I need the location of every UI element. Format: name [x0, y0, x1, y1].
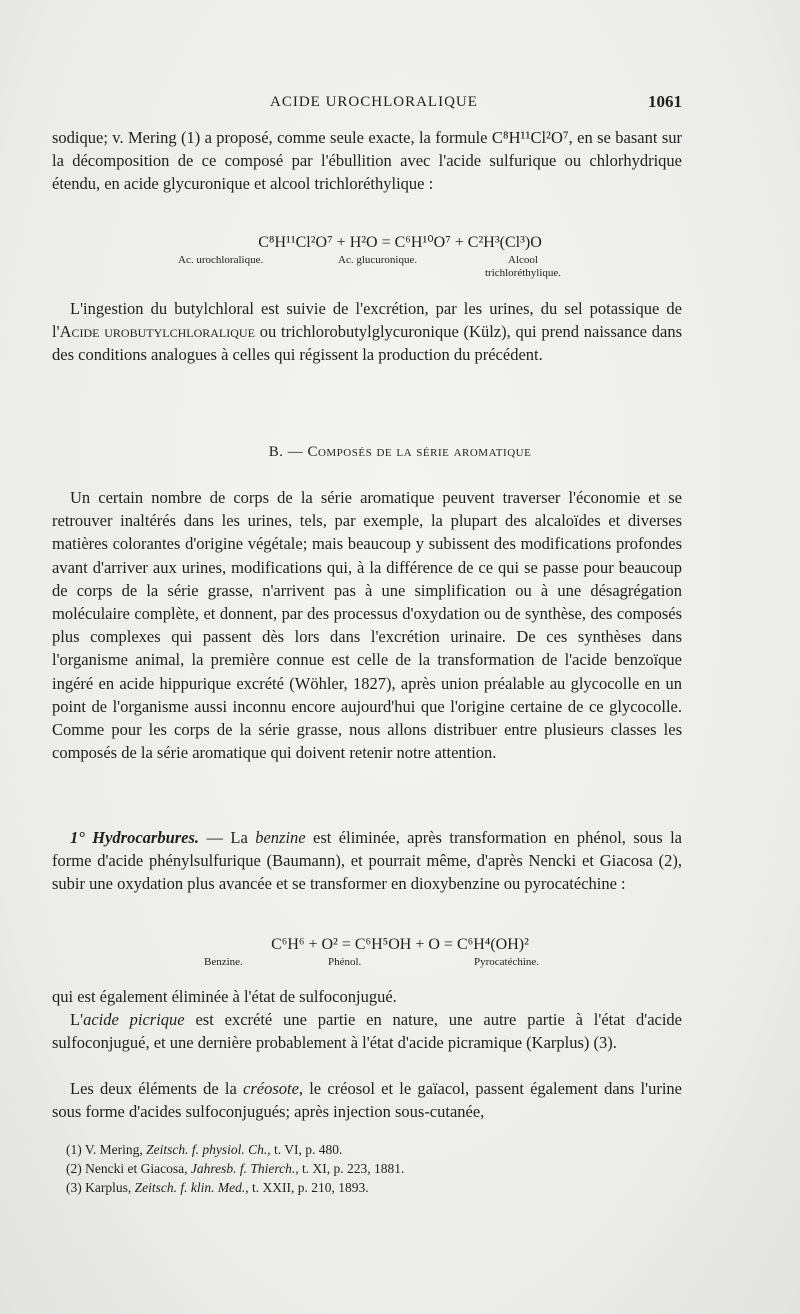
footnote-2-ref: , t. XI, p. 223, 1881. — [295, 1161, 405, 1176]
paragraph-4-body: est éliminée, après transformation en phénol, sous la forme d'acide phénylsulfurique (Baumann), et pourrait même, d'après Nencki et Giacosa (2), subir une oxydation plus avancée et se transformer en dioxybenzine ou pyrocatéchine : — [52, 828, 683, 894]
paragraph-2-text — [52, 297, 682, 367]
equation-2-formula: C⁶H⁶ + O² = C⁶H⁵OH + O = C⁶H⁴(OH)² — [271, 936, 529, 953]
paragraph-6-text — [52, 1008, 682, 1054]
paragraph-2-smallcaps: Acide urobutylchloralique — [59, 322, 255, 342]
section-letter: B. — — [268, 444, 308, 460]
paragraph-4-dash: — La — [199, 828, 256, 847]
paragraph-2-after: ou trichlorobutylglycuronique (Külz), qui prend naissance dans des conditions analogues à celles qui régissent la production du précédent. — [52, 322, 682, 365]
equation-1-label-acide-glucuronique: Ac. glucuronique. — [338, 254, 418, 266]
footnote-2 — [66, 1159, 666, 1178]
equation-1-labels — [0, 252, 800, 282]
section-heading — [0, 444, 800, 461]
paragraph-1-text: sodique; v. Mering (1) a proposé, comme seule exacte, la formule C⁸H¹¹Cl²O⁷, en se basant sur la décomposition de ce composé par l'ébullition avec l'acide sulfurique ou chlorhydrique étendu, en acide glycuronique et alcool trichloréthylique : — [52, 128, 682, 194]
paragraph-2-before: L'ingestion du butylchloral est suivie de l'excrétion, par les urines, du sel potassique de l' — [52, 299, 682, 342]
equation-pyrocatechine — [0, 936, 800, 984]
footnote-2-author: (2) Nencki et Giacosa, — [66, 1161, 191, 1176]
paragraph-7-term: créosote — [243, 1079, 299, 1098]
footnotes — [66, 1140, 666, 1197]
equation-2-label-benzine: Benzine. — [204, 956, 243, 968]
footnote-3 — [66, 1178, 666, 1197]
paragraph-7-before: Les deux éléments de la — [70, 1079, 243, 1098]
section-title: Composés de la série aromatique — [307, 444, 532, 460]
paragraph-4-text — [52, 826, 682, 896]
equation-2-label-pyrocatechine: Pyrocatéchine. — [474, 956, 540, 968]
equation-1-label-acide-urochloralique: Ac. urochloralique. — [178, 254, 264, 266]
footnote-1-journal: Zeitsch. f. physiol. Ch. — [146, 1142, 268, 1157]
footnote-3-ref: , t. XXII, p. 210, 1893. — [245, 1180, 369, 1195]
paragraph-2 — [52, 297, 682, 367]
footnote-1 — [66, 1140, 666, 1159]
paragraph-6 — [52, 1008, 682, 1054]
equation-urochloralique — [0, 232, 800, 282]
paragraph-6-before: L' — [70, 1010, 84, 1029]
paragraph-6-term: acide picrique — [83, 1010, 185, 1029]
running-header — [52, 94, 682, 118]
paragraph-6-after: est excrété une partie en nature, une autre partie à l'état d'acide sulfoconjugué, et une dernière probablement à l'état d'acide picramique (Karplus) (3). — [52, 1010, 683, 1053]
paragraph-7-after: , le créosol et le gaïacol, passent également dans l'urine sous forme d'acides sulfoconjugués; après injection sous-cutanée, — [52, 1079, 682, 1122]
paragraph-1 — [52, 126, 682, 196]
footnote-2-journal: Jahresb. f. Thierch. — [190, 1161, 296, 1176]
equation-1-label-alcool — [468, 254, 578, 280]
paragraph-3 — [52, 486, 682, 764]
footnote-3-author: (3) Karplus, — [66, 1180, 135, 1195]
equation-1-label-alcool-line2: trichloréthylique. — [484, 267, 562, 279]
paragraph-4-heading: 1° Hydrocarbures. — [70, 828, 200, 847]
footnote-1-ref: , t. VI, p. 480. — [267, 1142, 343, 1157]
page-number: 1061 — [648, 92, 682, 111]
equation-1-formula: C⁸H¹¹Cl²O⁷ + H²O = C⁶H¹⁰O⁷ + C²H³(Cl³)O — [258, 234, 542, 251]
paragraph-4-term: benzine — [255, 828, 306, 847]
paragraph-3-text: Un certain nombre de corps de la série aromatique peuvent traverser l'économie et se retrouver inaltérés dans les urines, tels, par exemple, la plupart des alcaloïdes et diverses matières colorantes d'origine végétale; mais beaucoup y subissent des modifications profondes avant d'arriver aux urines, modifications qui, à la différence de ce qui se passe pour beaucoup de corps de la série grasse, n'arrivent pas à une simplification ou à une désagrégation moléculaire complète, et donnent, par des processus d'oxydation ou de synthèse, des composés plus complexes qui passent dès lors dans l'excrétion urinaire. De ces synthèses dans l'organisme animal, la première connue est celle de la transformation de l'acide benzoïque ingéré en acide hippurique excrété (Wöhler, 1827), après union préalable au glycocolle en un point de l'organisme aussi inconnu encore aujourd'hui que l'origine certaine de ce glycocolle. Comme pour les corps de la série grasse, nous allons distribuer entre plusieurs classes les composés de la série aromatique qui doivent retenir notre attention. — [52, 488, 682, 763]
paragraph-7 — [52, 1077, 682, 1123]
paragraph-7-text — [52, 1077, 682, 1123]
running-title: ACIDE UROCHLORALIQUE — [270, 94, 478, 110]
paragraph-5-text: qui est également éliminée à l'état de sulfoconjugué. — [52, 987, 397, 1006]
equation-2-label-phenol: Phénol. — [328, 956, 362, 968]
paragraph-5 — [52, 985, 682, 1008]
footnote-1-author: (1) V. Mering, — [66, 1142, 147, 1157]
footnote-3-journal: Zeitsch. f. klin. Med. — [134, 1180, 246, 1195]
equation-2-labels — [0, 954, 800, 984]
equation-1-label-alcool-line1: Alcool — [508, 254, 538, 266]
paragraph-4 — [52, 826, 682, 896]
